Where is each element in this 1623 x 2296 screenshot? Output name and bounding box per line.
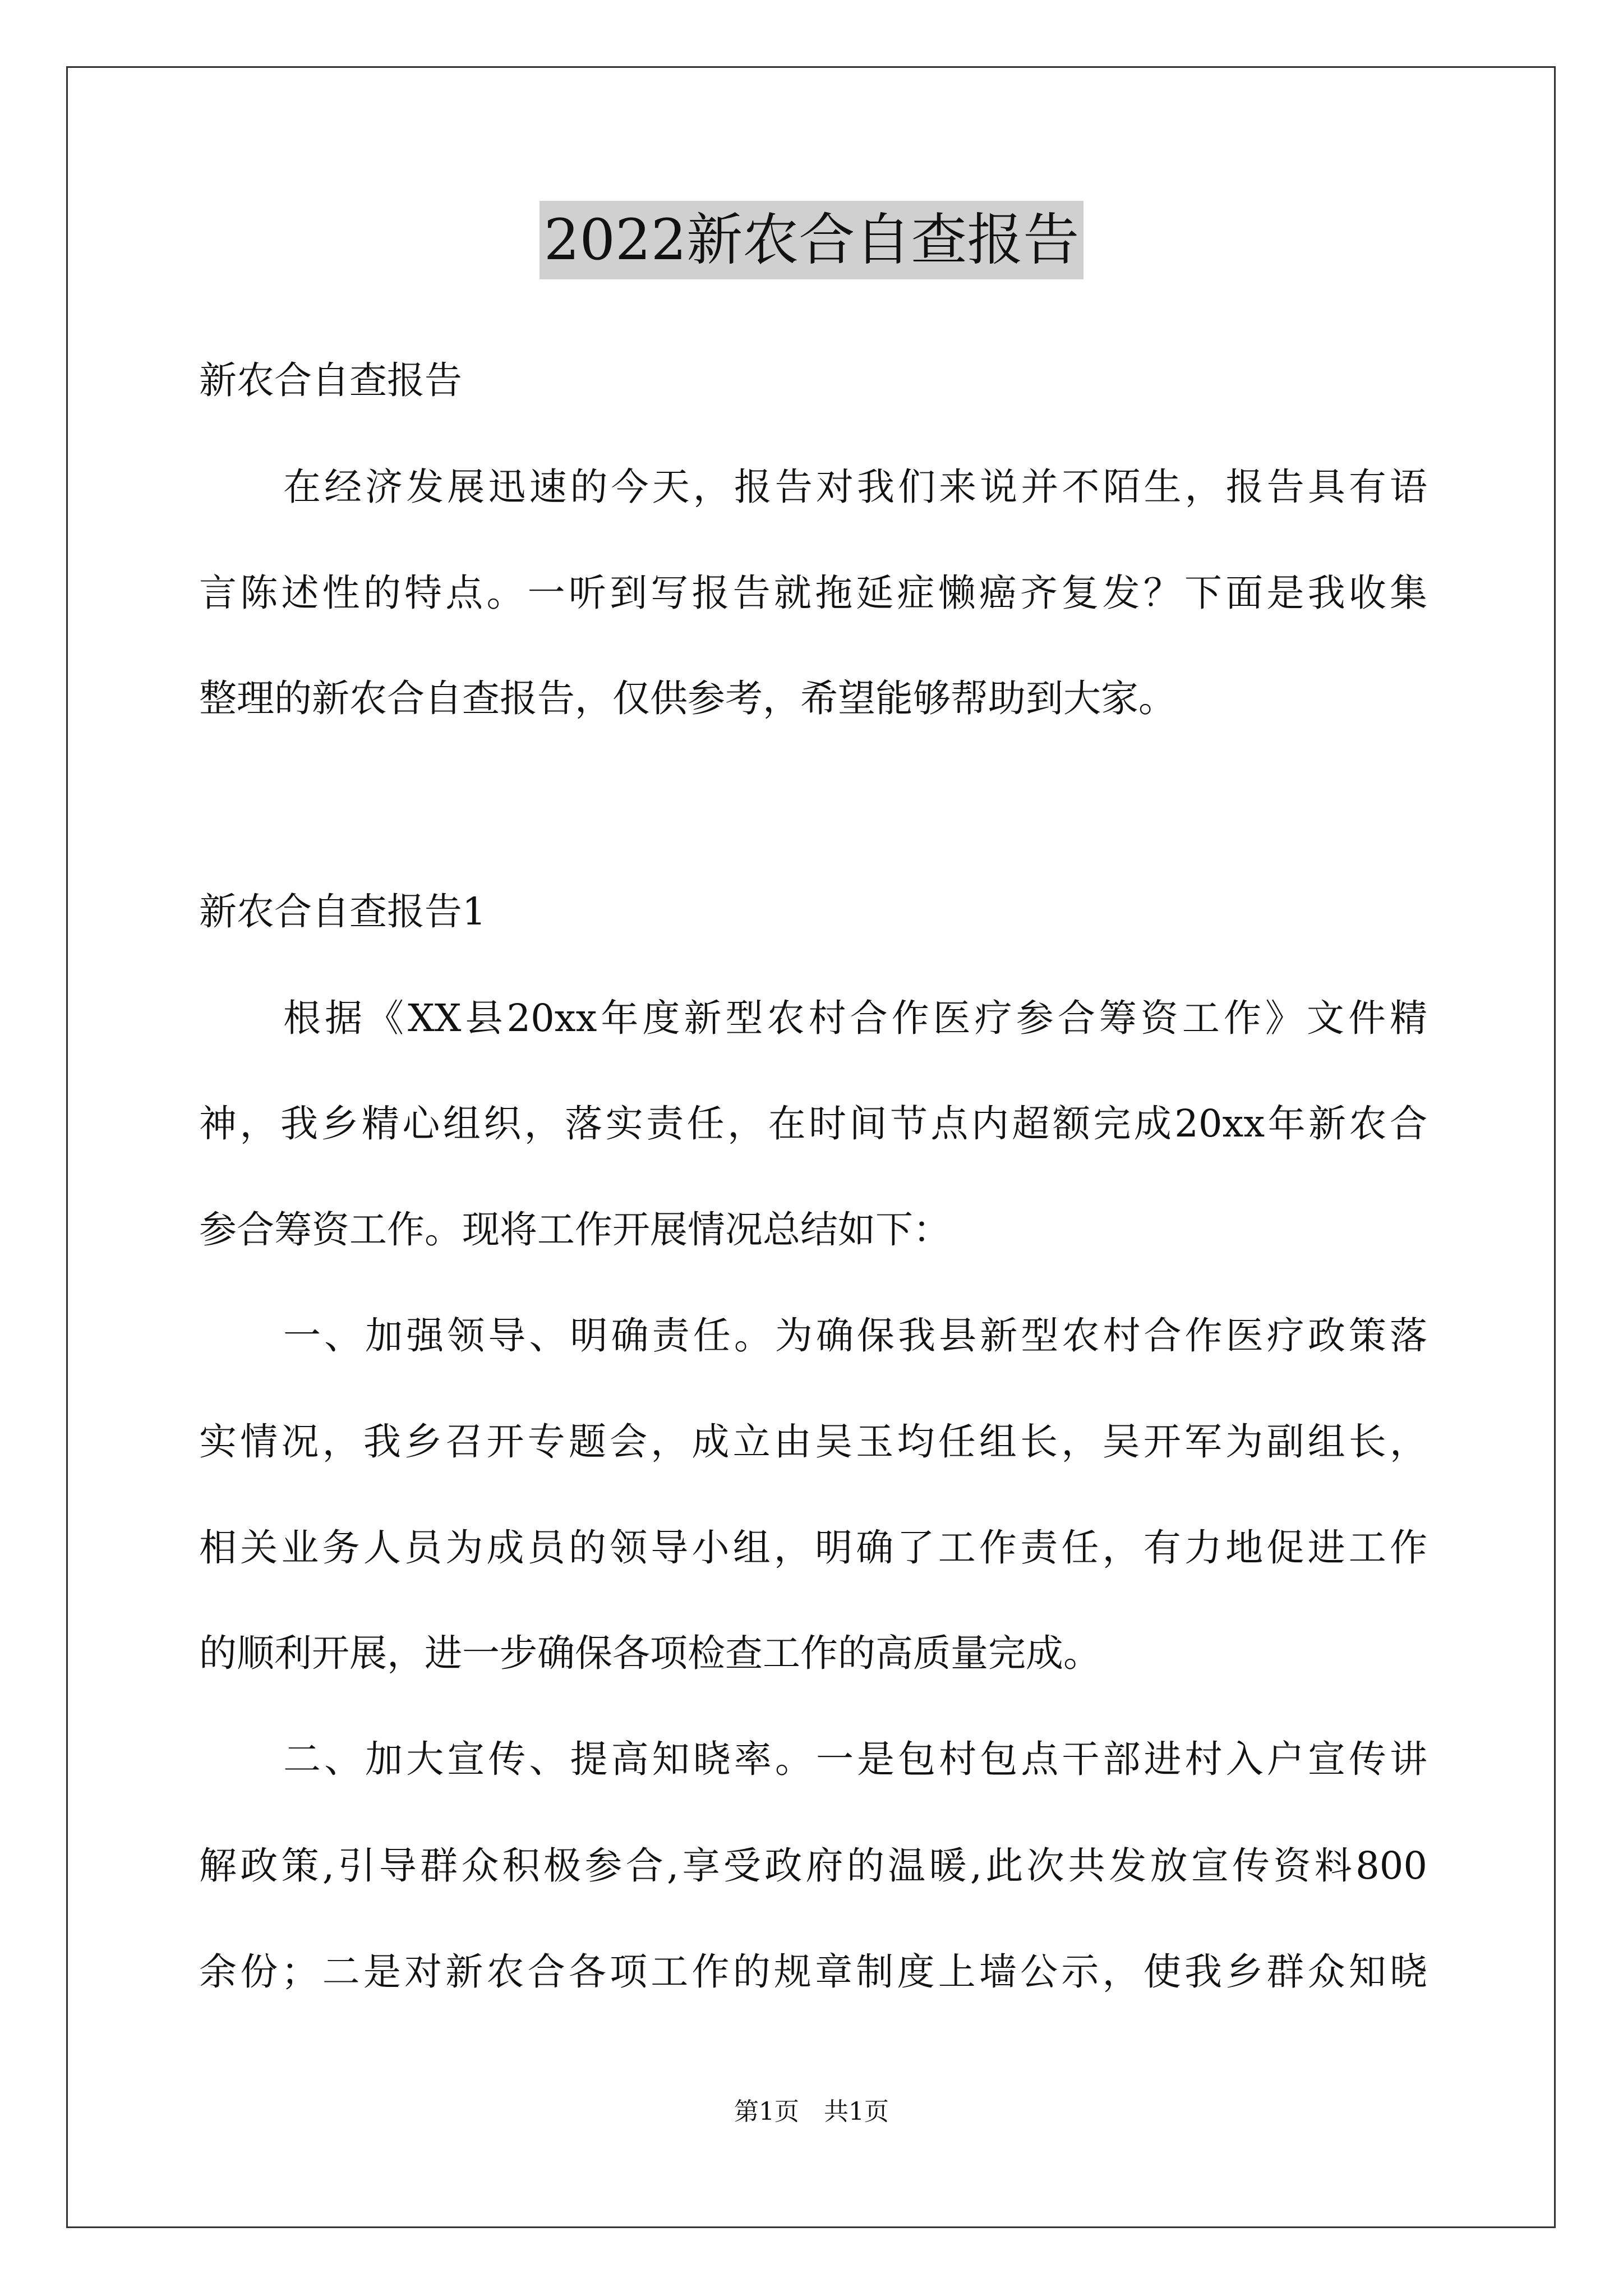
- intro-line-1: 在经济发展迅速的今天，报告对我们来说并不陌生，报告具有语: [283, 465, 1427, 509]
- document-title: 2022新农合自查报告: [540, 201, 1084, 279]
- body-line-9: 解政策,引导群众积极参合,享受政府的温暖,此次共发放宣传资料800: [199, 1844, 1427, 1888]
- body-line-10: 余份；二是对新农合各项工作的规章制度上墙公示，使我乡群众知晓: [199, 1950, 1427, 1994]
- body-line-3: 参合筹资工作。现将工作开展情况总结如下：: [199, 1208, 951, 1251]
- document-subtitle: 新农合自查报告: [199, 358, 462, 402]
- body-line-8: 二、加大宣传、提高知晓率。一是包村包点干部进村入户宣传讲: [283, 1737, 1427, 1781]
- body-line-4: 一、加强领导、明确责任。为确保我县新型农村合作医疗政策落: [283, 1314, 1427, 1358]
- body-line-1: 根据《XX县20xx年度新型农村合作医疗参合筹资工作》文件精: [283, 996, 1427, 1040]
- body-line-5: 实情况，我乡召开专题会，成立由吴玉均任组长，吴开军为副组长，: [199, 1420, 1427, 1464]
- body-line-6: 相关业务人员为成员的领导小组，明确了工作责任，有力地促进工作: [199, 1526, 1427, 1570]
- section-heading: 新农合自查报告1: [199, 890, 486, 933]
- intro-line-2: 言陈述性的特点。一听到写报告就拖延症懒癌齐复发？下面是我收集: [199, 571, 1427, 615]
- body-line-2: 神，我乡精心组织，落实责任，在时间节点内超额完成20xx年新农合: [199, 1102, 1427, 1145]
- intro-line-3: 整理的新农合自查报告，仅供参考，希望能够帮助到大家。: [199, 677, 1176, 720]
- title-container: [0, 201, 1623, 279]
- page-footer: 第1页 共1页: [734, 2097, 889, 2126]
- body-line-7: 的顺利开展，进一步确保各项检查工作的高质量完成。: [199, 1631, 1101, 1675]
